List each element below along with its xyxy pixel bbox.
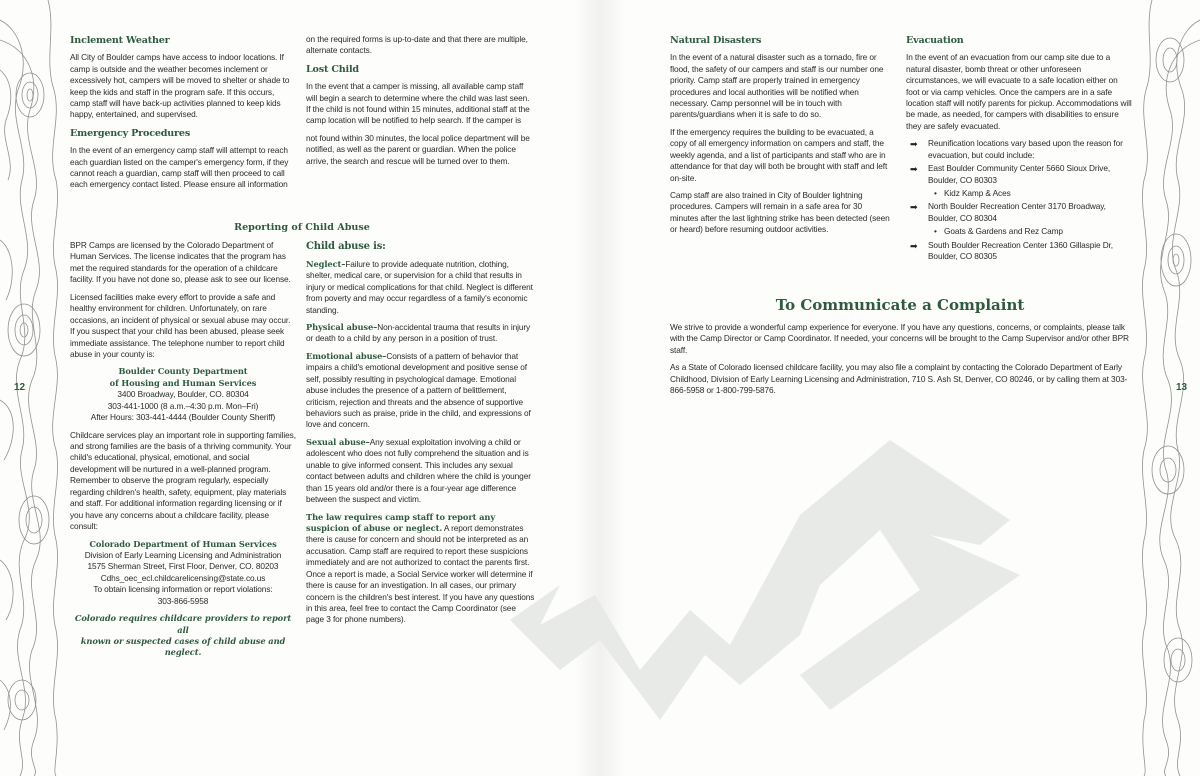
list-item xyxy=(906,138,1132,161)
disasters-text-3: Camp staff are also trained in City of Boulder lightning procedures. Campers will remain in a safe area for 30 minutes after the last lightning strike has been detected (seen or heard) before resuming outdoor activities. xyxy=(670,190,890,235)
list-item xyxy=(906,226,1132,237)
co-violations: To obtain licensing information or report violations: xyxy=(93,584,273,595)
colorado-dept-contact xyxy=(70,539,296,608)
list-item xyxy=(906,240,1132,263)
topographic-border-right xyxy=(1138,0,1200,776)
co-address: 1575 Sherman Street, First Floor, Denver, CO. 80203 xyxy=(87,561,279,572)
license-text: BPR Camps are licensed by the Colorado Department of Human Services. The license indicates that the program has met the required standards for the operation of a childcare facility. If you have not done so, please ask to see our license. xyxy=(70,240,291,285)
complaint-heading: To Communicate a Complaint xyxy=(775,296,1025,314)
boulder-dept-line1: Boulder County Department xyxy=(118,366,248,377)
physical-text: Non-accidental trauma that results in injury or death to a child by any person in a position of trust. xyxy=(306,321,531,344)
boulder-dept-line2: of Housing and Human Services xyxy=(109,377,257,388)
east-boulder-camps: Kidz Kamp & Aces xyxy=(944,188,1011,199)
location-east-boulder: East Boulder Community Center 5660 Sioux Drive, Boulder, CO 80303 xyxy=(928,163,1111,185)
arrow-right-icon: ➡ xyxy=(910,139,918,150)
neglect-text: Failure to provide adequate nutrition, clothing, shelter, medical care, or supervision for a child that results in injury or medical complications for that child. Neglect is different from poverty and may occur regardless of a family's economic standing. xyxy=(306,258,533,315)
note-line-2: known or suspected cases of child abuse and neglect. xyxy=(80,636,286,658)
emergency-heading: Emergency Procedures xyxy=(70,127,191,139)
reunification-list xyxy=(906,138,1132,262)
lost-child-heading: Lost Child xyxy=(306,63,359,75)
disasters-text-1: In the event of a natural disaster such as a tornado, fire or flood, the safety of our campers and staff is our number one priority. Camp staff are properly trained in emergency procedures and local authorities will be notified when necessary. Camp personnel will be in touch with parents/guardians when it is safe to do so. xyxy=(670,52,884,120)
page-number-left: 12 xyxy=(14,382,26,393)
physical-label: Physical abuse– xyxy=(306,321,378,332)
weather-heading: Inclement Weather xyxy=(70,35,170,46)
law-text: A report demonstrates there is cause for concern and should not be interpreted as an accusation. Camp staff are required to report these suspicions immediately and are not authorized to contact the parents first. Once a report is made, a Social Service worker will determine if there is cause for an investigation. In all cases, our primary concern is the children's best interest. If you have any questions in this area, feel free to contact the Camp Coordinator (see page 3 for phone numbers). xyxy=(306,522,535,625)
arrow-right-icon: ➡ xyxy=(910,240,918,251)
abuse-definitions-column xyxy=(306,240,536,632)
evacuation-column xyxy=(906,34,1132,265)
boulder-phone: 303-441-1000 (8 a.m.–4:30 p.m. Mon–Fri) xyxy=(107,400,259,411)
left-column-bottom xyxy=(70,240,296,659)
bullet-icon: • xyxy=(934,188,937,199)
emergency-text: In the event of an emergency camp staff will attempt to reach each guardian listed on the camper's emergency form, if they cannot reach a guardian, camp staff will then proceed to call each emergency contact listed. Please ensure all information xyxy=(70,145,289,190)
weather-text: All City of Boulder camps have access to indoor locations. If camp is outside and the weather becomes inclement or excessively hot, campers will be moved to shelter or shade to keep the kids and staff in the program safe. If this occurs, camp staff will have back-up activities planned to keep kids happy, entertained, and supervised. xyxy=(70,52,290,120)
list-item xyxy=(906,163,1132,186)
reunification-intro: Reunification locations vary based upon the reason for evacuation, but could include: xyxy=(928,138,1123,160)
page-number-right: 13 xyxy=(1176,382,1188,393)
co-email: Cdhs_oec_ecl.childcarelicensing@state.co.us xyxy=(100,572,266,583)
co-dept-name: Colorado Department of Human Services xyxy=(89,538,277,549)
boulder-address: 3400 Broadway, Boulder, CO. 80304 xyxy=(117,389,249,400)
list-item xyxy=(906,201,1132,224)
emotional-text: Consists of a pattern of behavior that impairs a child's emotional development and positive sense of self, possibly resulting in psychological damage. Emotional abuse includes the presence of a pattern of belittlement, criticism, rejection and threats and the absence of supportive behaviors such as praise, pride in the child, and expressions of love and concern. xyxy=(306,350,531,430)
complaint-text-1: We strive to provide a wonderful camp experience for everyone. If you have any questions, concerns, or complaints, please talk with the Camp Director or Camp Coordinator. If needed, your concerns will be brought to the Camp Supervisor and/or other BPR staff. xyxy=(670,322,1129,355)
reporting-requirement-note xyxy=(70,613,296,659)
abuse-section-heading: Reporting of Child Abuse xyxy=(234,222,370,233)
co-division: Division of Early Learning Licensing and Administration xyxy=(84,549,282,560)
emotional-definition xyxy=(306,351,536,431)
law-requirement xyxy=(306,512,536,626)
natural-disasters-heading: Natural Disasters xyxy=(670,35,762,46)
report-text: Licensed facilities make every effort to provide a safe and healthy environment for children. Unfortunately, on rare occasions, an incident of physical or sexual abuse may occur. If you suspect that your child has been abused, please seek immediate assistance. The telephone number to report child abuse in your county is: xyxy=(70,291,291,359)
disasters-text-2: If the emergency requires the building to be evacuated, a copy of all emergency information on campers and staff, the weekly agenda, and a list of participants and staff who are in attendance for that day will both be brought with staff and left on-site. xyxy=(670,126,888,183)
topographic-border-left xyxy=(0,0,62,776)
note-line-1: Colorado requires childcare providers to report all xyxy=(74,613,292,635)
north-boulder-camps: Goats & Gardens and Rez Camp xyxy=(944,226,1063,237)
location-north-boulder: North Boulder Recreation Center 3170 Broadway, Boulder, CO 80304 xyxy=(928,201,1106,223)
sexual-label: Sexual abuse– xyxy=(306,436,370,447)
co-phone: 303-866-5958 xyxy=(157,595,209,606)
emergency-text-continued: on the required forms is up-to-date and that there are multiple, alternate contacts. xyxy=(306,34,528,56)
arrow-right-icon: ➡ xyxy=(910,164,918,175)
child-abuse-heading: Child abuse is: xyxy=(306,241,386,252)
boulder-county-contact xyxy=(70,366,296,423)
neglect-definition xyxy=(306,259,536,316)
childcare-text: Childcare services play an important role in supporting families, and strong families are the basis of a thriving community. Your child's educational, physical, emotional, and social development will be nurtured in a well-planned program. Remember to observe the program regularly, especially regarding children's health, safety, equipment, play materials and staff. For additional information regarding licensing or if you have any concerns about a childcare facility, please consult: xyxy=(70,429,296,532)
right-column-top xyxy=(306,34,534,173)
lost-child-text-2: not found within 30 minutes, the local police department will be notified, as well as the parent or guardian. When the police arrive, the search and rescue will be turned over to them. xyxy=(306,132,530,166)
neglect-label: Neglect– xyxy=(306,258,346,269)
evacuation-text: In the event of an evacuation from our camp site due to a natural disaster, bomb threat or other unforeseen circumstances, we will evacuate to a safe location either on foot or via camp vehicles. Once the campers are in a safe location staff will notify parents for pickup. Accommodations will be made, as needed, for campers with disabilities to ensure they are safely evacuated. xyxy=(906,52,1132,131)
left-column-top xyxy=(70,34,296,197)
bullet-icon: • xyxy=(934,226,937,237)
sexual-definition xyxy=(306,437,536,506)
boulder-after-hours: After Hours: 303-441-4444 (Boulder County Sheriff) xyxy=(90,412,276,423)
emotional-label: Emotional abuse– xyxy=(306,350,387,361)
mountain-graphic xyxy=(500,420,1060,740)
physical-definition xyxy=(306,322,536,345)
law-label: The law requires camp staff to report any suspicion of abuse or neglect. xyxy=(306,511,496,533)
list-item xyxy=(906,188,1132,199)
complaint-text-2: As a State of Colorado licensed childcare facility, you may also file a complaint by contacting the Colorado Department of Early Childhood, Division of Early Learning Licensing and Administration, 710 S. Ash St, Denver, CO 80246, or by calling them at 303-866-5958 or 1-800-799-5876. xyxy=(670,362,1128,396)
complaint-section xyxy=(670,322,1132,403)
lost-child-text-1: In the event that a camper is missing, all available camp staff will begin a search to determine where the child was last seen. If the child is not found within 15 minutes, additional staff at the camp location will be notified to help search. If the camper is xyxy=(306,81,530,126)
natural-disasters-column xyxy=(670,34,892,242)
arrow-right-icon: ➡ xyxy=(910,202,918,213)
location-south-boulder: South Boulder Recreation Center 1360 Gillaspie Dr, Boulder, CO 80305 xyxy=(928,239,1114,262)
evacuation-heading: Evacuation xyxy=(906,35,964,46)
sexual-text: Any sexual exploitation involving a child or adolescent who does not fully comprehend the situation and is unable to give informed consent. This includes any sexual contact between adults and children where the child is younger than 15 years old and/or there is a four-year age difference between the suspect and victim. xyxy=(306,436,531,505)
